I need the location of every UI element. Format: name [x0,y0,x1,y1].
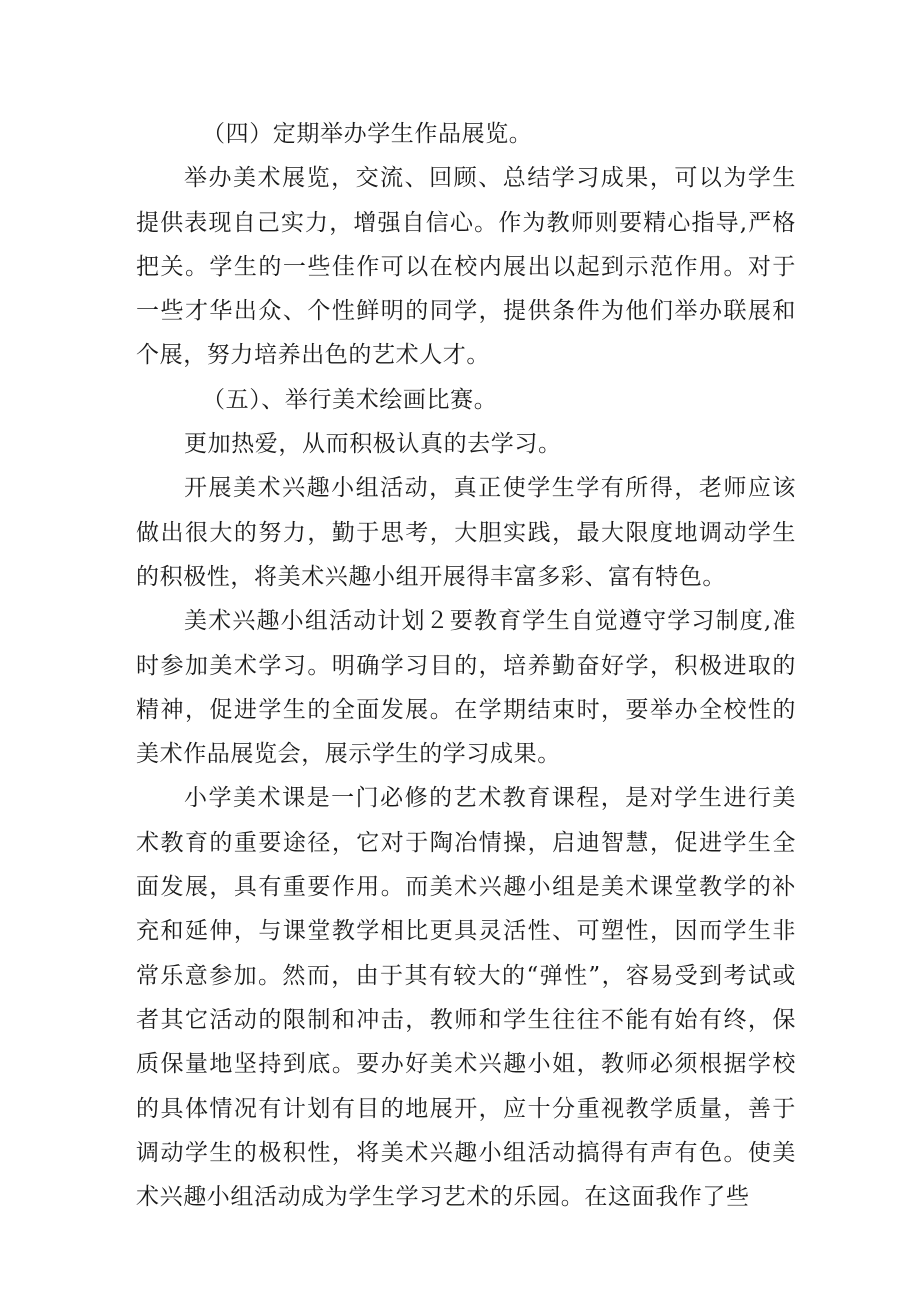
section-heading-5: （五）、举行美术绘画比赛。 [202,386,498,413]
paragraph-exhibition: 举办美术展览，交流、回顾、总结学习成果，可以为学生提供表现自己实力，增强自信心。作为教师则要精心指导,严格把关。学生的一些佳作可以在校内展出以起到示范作用。对于一些才华出众、个性鲜明的同学，提供条件为他们举办联展和个展，努力培养出色的艺术人才。 [136,165,796,369]
paragraph-primary-art: 小学美术课是一门必修的艺术教育课程，是对学生进行美术教育的重要途径，它对于陶冶情操，启迪智慧，促进学生全面发展，具有重要作用。而美术兴趣小组是美术课堂教学的补充和延伸，与课堂教学相比更具灵活性、可塑性，因而学生非常乐意参加。然而，由于其有较大的“弹性”，容易受到考试或者其它活动的限制和冲击，教师和学生往往不能有始有终，保质保量地坚持到底。要办好美术兴趣小姐，教师必须根据学校的具体情况有计划有目的地展开，应十分重视教学质量，善于调动学生的极积性，将美术兴趣小组活动搞得有声有色。使美术兴趣小组活动成为学生学习艺术的乐园。在这面我作了些 [136,785,796,1211]
paragraph-interest-group: 开展美术兴趣小组活动，真正使学生学有所得，老师应该做出很大的努力，勤于思考，大胆实践，最大限度地调动学生的积极性，将美术兴趣小组开展得丰富多彩、富有特色。 [136,475,796,590]
paragraph-love-learning: 更加热爱，从而积极认真的去学习。 [184,431,562,458]
section-heading-4: （四）定期举办学生作品展览。 [202,121,533,147]
document-body [136,112,796,1219]
paragraph-plan-2: 美术兴趣小组活动计划２要教育学生自觉遵守学习制度,准时参加美术学习。明确学习目的，培养勤奋好学，积极进取的精神，促进学生的全面发展。在学期结束时，要举办全校性的美术作品展览会，展示学生的学习成果。 [136,608,796,768]
